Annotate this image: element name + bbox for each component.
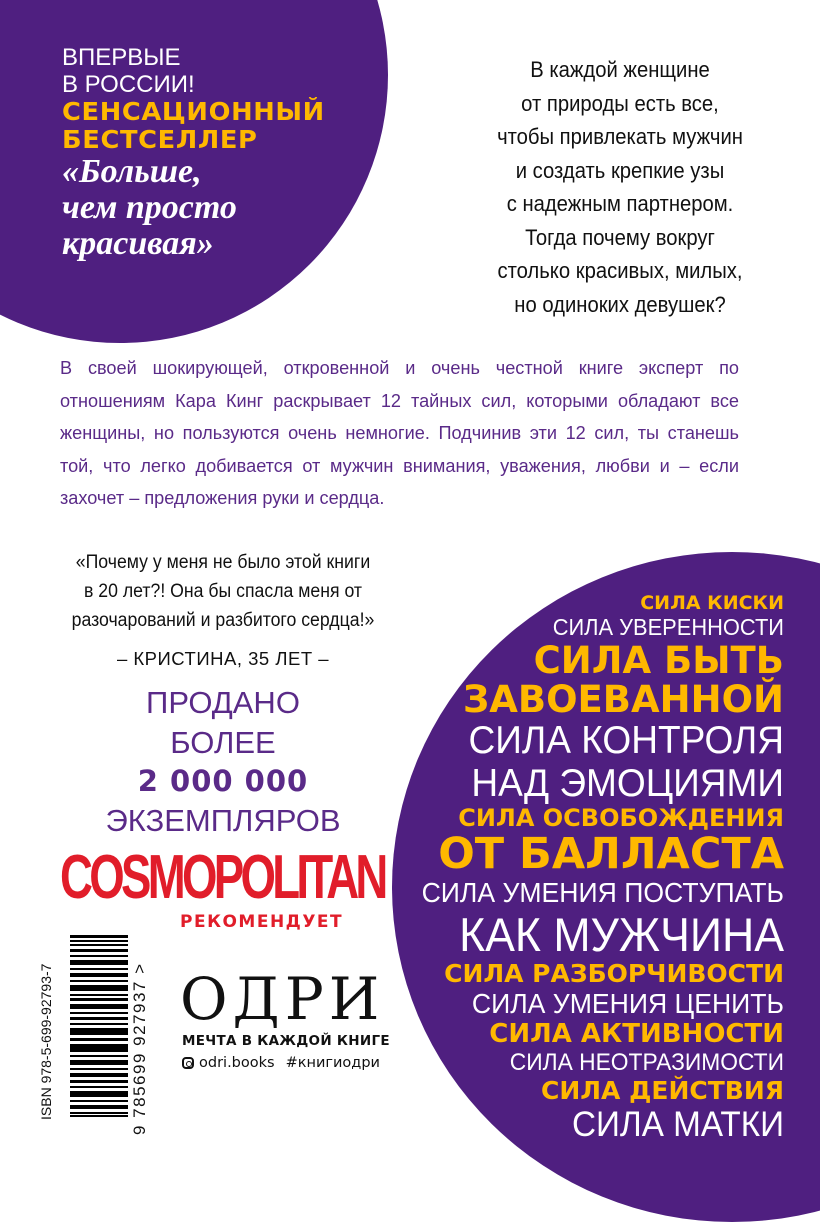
badge-line-bestseller: БЕСТСЕЛЛЕР <box>62 125 258 154</box>
power-item: ЗАВОЕВАННОЙ <box>462 678 784 721</box>
intro-line: и создать крепкие узы <box>515 157 725 183</box>
power-item: СИЛА ОСВОБОЖДЕНИЯ <box>458 804 784 832</box>
intro-line: но одиноких девушек? <box>514 291 726 317</box>
publisher-social <box>182 1055 380 1071</box>
badge-title-line-1: «Больше, <box>62 153 202 190</box>
testimonial-author: – КРИСТИНА, 35 ЛЕТ – <box>116 648 330 669</box>
barcode <box>70 935 128 1117</box>
intro-line: столько красивых, милых, <box>497 258 743 283</box>
quote-line: в 20 лет?! Она бы спасла меня от <box>84 581 362 602</box>
powers-list <box>384 592 784 1144</box>
intro-line: чтобы привлекать мужчин <box>497 124 743 149</box>
power-item: СИЛА УВЕРЕННОСТИ <box>552 614 784 640</box>
cosmopolitan-logo: COSMOPOLITAN <box>60 843 385 912</box>
power-item: СИЛА МАТКИ <box>571 1105 784 1144</box>
top-badge <box>62 44 362 262</box>
power-item: СИЛА АКТИВНОСТИ <box>489 1019 784 1049</box>
instagram-handle: odri.books <box>199 1055 275 1071</box>
badge-title-line-3: красивая» <box>62 225 214 262</box>
intro-line: Тогда почему вокруг <box>525 224 715 250</box>
power-item: СИЛА УМЕНИЯ ПОСТУПАТЬ <box>421 877 784 908</box>
quote-line: разочарований и разбитого сердца!» <box>71 610 375 631</box>
power-item: СИЛА БЫТЬ <box>533 639 784 682</box>
power-item: СИЛА КОНТРОЛЯ <box>468 719 784 762</box>
publisher-logo: ОДРИ <box>180 965 385 1033</box>
instagram-icon <box>182 1057 194 1069</box>
recommends-label: РЕКОМЕНДУЕТ <box>180 912 344 932</box>
hashtag: #книгиодри <box>285 1055 380 1071</box>
intro-line: с надежным партнером. <box>506 191 734 216</box>
power-item: НАД ЭМОЦИЯМИ <box>471 762 784 805</box>
power-item: СИЛА НЕОТРАЗИМОСТИ <box>509 1049 784 1076</box>
sales-line-sold: ПРОДАНО <box>146 685 300 720</box>
intro-text <box>454 53 785 321</box>
testimonial-quote <box>57 548 390 635</box>
isbn-label: ISBN 978-5-699-92793-7 <box>38 963 54 1120</box>
badge-line-first: ВПЕРВЫЕ <box>62 44 181 71</box>
badge-line-russia: В РОССИИ! <box>62 71 195 98</box>
badge-line-sensational: СЕНСАЦИОННЫЙ <box>62 97 325 126</box>
power-item: ОТ БАЛЛАСТА <box>438 829 784 879</box>
sales-block <box>44 683 402 841</box>
power-item: СИЛА УМЕНИЯ ЦЕНИТЬ <box>471 988 784 1019</box>
sales-line-copies: ЭКЗЕМПЛЯРОВ <box>105 803 341 838</box>
description-paragraph: В своей шокирующей, откровенной и очень честной книге эксперт по отношениям Кара Кинг раскрывает 12 тайных сил, которыми обладают все женщины, но пользуются очень немногие. Подчинив эти 12 сил, ты станешь той, что легко добивается от мужчин внимания, уважения, любви и – если захочет – предложения руки и сердца. <box>60 357 739 508</box>
barcode-digits: 9 785699 927937 > <box>130 962 149 1135</box>
power-item: СИЛА КИСКИ <box>640 592 784 614</box>
power-item: КАК МУЖЧИНА <box>459 908 784 961</box>
sales-count: 2 000 000 <box>137 764 309 798</box>
badge-title-line-2: чем просто <box>62 189 237 226</box>
sales-line-more: БОЛЕЕ <box>170 724 276 760</box>
power-item: СИЛА ДЕЙСТВИЯ <box>541 1076 784 1105</box>
publisher-slogan: МЕЧТА В КАЖДОЙ КНИГЕ <box>182 1033 390 1049</box>
power-item: СИЛА РАЗБОРЧИВОСТИ <box>444 959 784 988</box>
intro-line: В каждой женщине <box>530 57 710 82</box>
intro-line: от природы есть все, <box>521 90 719 116</box>
quote-line: «Почему у меня не было этой книги <box>75 552 371 573</box>
